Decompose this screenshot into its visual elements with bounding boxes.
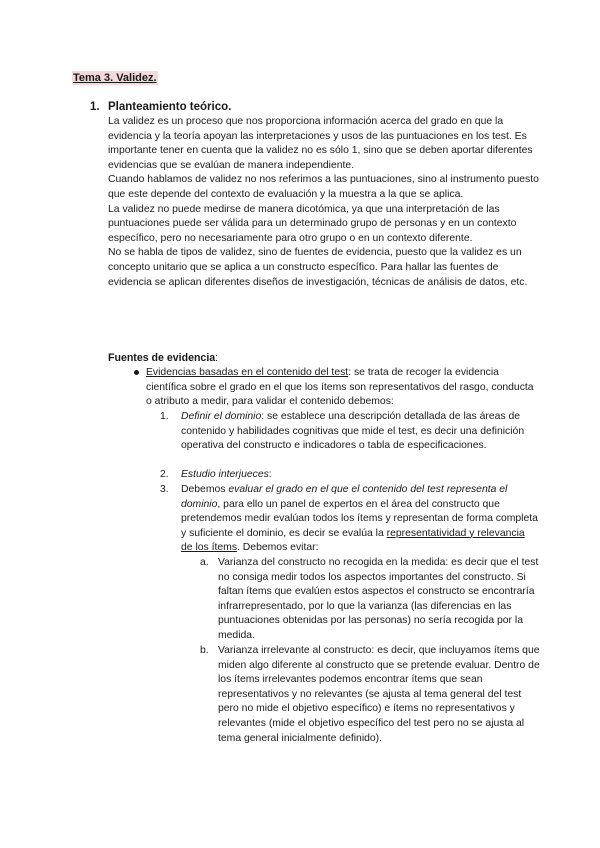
item-marker: 2. (160, 469, 169, 480)
sub-item-text: Varianza del constructo no recogida en la medida: es decir que el test no consiga medir todos los aspectos importantes del constructo. Si faltan ítems que evalúen estos aspectos el constructo se encontraría infrarrepresentado, por lo que la varianza (las diferencias en las puntuaciones obtenidas por las personas) no sería recogida por la medida. (218, 557, 539, 641)
item-text (181, 468, 539, 483)
sub-item-marker: b. (200, 645, 209, 656)
paragraph: La validez es un proceso que nos proporciona información acerca del grado en que la evidencia y la teoría apoyan las interpretaciones y usos de las puntuaciones en los test. Es importante tener en cuenta que la validez no es sólo 1, sino que se deben aportar diferentes evidencias que se evalúan de manera independiente. (108, 116, 533, 171)
sub-item-marker: a. (200, 557, 209, 568)
item-mid: , para ello un panel de expertos en el área del constructo que pretendemos medir evalúan todos los ítems y representan de forma completa y suficiente el dominio, es decir se evalúa la (181, 498, 538, 539)
fuentes-heading-text: Fuentes de evidencia (108, 352, 216, 364)
section-number: 1. (90, 101, 100, 113)
item-pre: Debemos (181, 484, 229, 495)
item-marker: 1. (160, 411, 169, 422)
item-underlined: representatividad y relevancia de los ítems (181, 527, 525, 554)
fuentes-heading (108, 351, 218, 366)
section-title: Planteamiento teórico. (108, 101, 232, 113)
paragraph: No se habla de tipos de validez, sino de fuentes de evidencia, puesto que la validez es un concepto unitario que se aplica a un constructo específico. Para hallar las fuentes de evidencia se aplican diferentes diseños de investigación, técnicas de análisis de datos, etc. (108, 247, 528, 288)
item-text (181, 410, 539, 454)
item-marker: 3. (160, 484, 169, 495)
sub-item-text: Varianza irrelevante al constructo: es decir, que incluyamos ítems que miden algo diferente al constructo que se pretende evaluar. Dentro de los ítems irrelevantes podemos encontrar ítems que sean representativos y no relevantes (se ajusta al tema general del test pero no mide el objetivo específico) e ítems no representativos y relevantes (mide el objetivo específico del test pero no se ajusta al tema general inicialmente definido). (218, 645, 540, 744)
bullet-underlined-text: Evidencias basadas en el contenido del test (146, 367, 349, 378)
bullet-icon (134, 370, 139, 375)
paragraph: Cuando hablamos de validez no nos referimos a las puntuaciones, sino al instrumento puesto que este depende del contexto de evaluación y la muestra a la que se aplica. (108, 174, 539, 200)
item-italic: Estudio interjueces (181, 469, 269, 480)
section-body (108, 115, 540, 290)
item-text (181, 483, 539, 556)
section-heading (90, 100, 231, 115)
document-title: Tema 3. Validez. (73, 72, 157, 84)
bullet-rest-text: : se trata de recoger la evidencia científica sobre el grado en el que los ítems son representativos del rasgo, conducta o atributo a medir, para validar el contenido debemos: (146, 367, 534, 408)
fuentes-heading-colon: : (215, 352, 219, 364)
item-italic: evaluar el grado en el que el contenido del test representa el dominio (181, 484, 508, 510)
bullet-item-contenido (146, 366, 540, 410)
item-rest: : se establece una descripción detallada de las áreas de contenido y habilidades cognitivas que mide el test, es decir una definición operativa del constructo e indicadores o tabla de especificaciones. (181, 411, 525, 452)
item-italic: Definir el dominio (181, 411, 262, 422)
item-rest: : (268, 469, 272, 480)
paragraph: La validez no puede medirse de manera dicotómica, ya que una interpretación de las puntuaciones puede ser válida para un determinado grupo de personas y en un contexto específico, pero no necesariamente para otro grupo o en un contexto diferente. (108, 203, 517, 244)
item-post: . Debemos evitar: (237, 542, 319, 554)
